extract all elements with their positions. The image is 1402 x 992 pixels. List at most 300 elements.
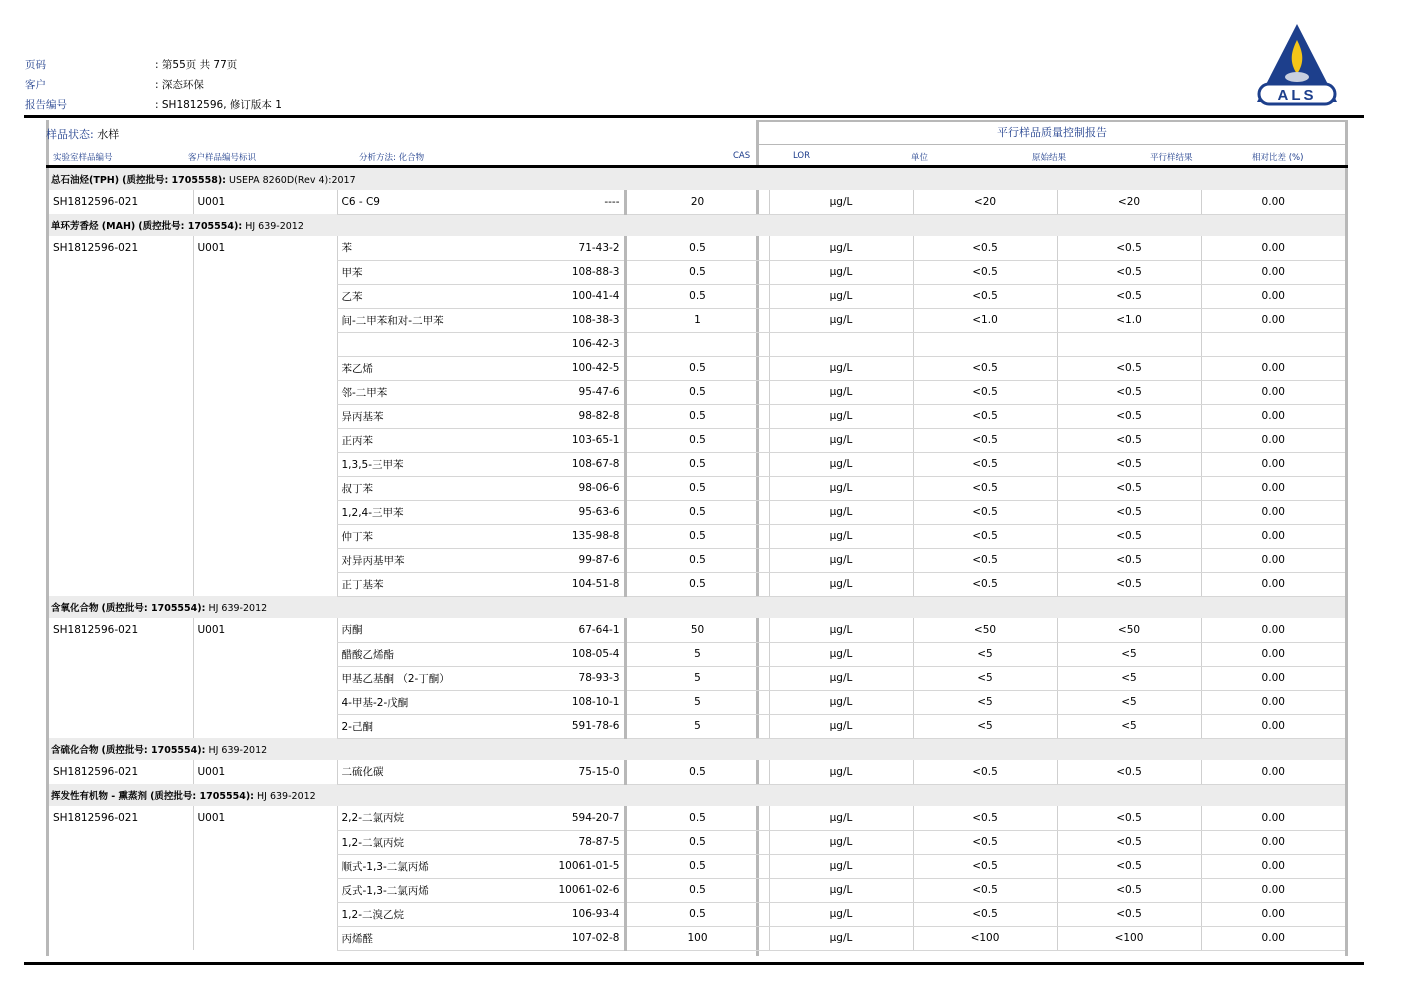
cas-number: 67-64-1 [481,618,625,642]
duplicate-result: <5 [1057,690,1201,714]
original-result: <0.5 [913,902,1057,926]
col-duplicate: 平行样结果 [1150,153,1193,163]
lor-value: 0.5 [625,260,769,284]
rpd-value: 0.00 [1201,806,1345,830]
compound-name: 丙烯醛 [337,926,481,950]
rpd-value: 0.00 [1201,428,1345,452]
col-client-id: 客户样品编号标识 [188,153,257,163]
cas-number: ---- [481,190,625,214]
cas-number: 78-93-3 [481,666,625,690]
lab-sample-id: SH1812596-021 [53,812,139,824]
table-row [49,500,1345,524]
duplicate-result: <0.5 [1057,524,1201,548]
client-sample-id [193,878,337,902]
cas-number: 100-41-4 [481,284,625,308]
group-header-row [49,784,1345,806]
client-sample-id [193,308,337,332]
lab-sample-id [49,572,193,596]
rpd-value [1201,332,1345,356]
original-result: <0.5 [913,404,1057,428]
cas-number: 591-78-6 [481,714,625,738]
client-sample-id [193,332,337,356]
original-result: <0.5 [913,878,1057,902]
cas-number: 106-42-3 [481,332,625,356]
lab-sample-id [49,642,193,666]
lab-sample-id [49,380,193,404]
duplicate-result: <0.5 [1057,572,1201,596]
lab-sample-id [49,284,193,308]
client-sample-id: U001 [193,806,337,830]
original-result: <0.5 [913,284,1057,308]
sample-state-value: 水样 [97,128,120,141]
unit-value: µg/L [769,666,913,690]
lab-sample-id [49,690,193,714]
table-row [49,642,1345,666]
original-result: <0.5 [913,356,1057,380]
header-rule [24,115,1364,118]
cas-number: 108-38-3 [481,308,625,332]
duplicate-result: <0.5 [1057,806,1201,830]
rpd-value: 0.00 [1201,666,1345,690]
cas-number: 107-02-8 [481,926,625,950]
sample-state-label: 样品状态: [46,128,94,141]
client-value: : 深态环保 [155,79,204,91]
unit-value: µg/L [769,806,913,830]
group-name: 含氧化合物 [51,603,99,615]
duplicate-result: <0.5 [1057,236,1201,260]
duplicate-result: <50 [1057,618,1201,642]
table-row [49,404,1345,428]
rpd-value: 0.00 [1201,714,1345,738]
footer-rule [24,962,1364,965]
unit-value: µg/L [769,926,913,950]
client-sample-id [193,666,337,690]
lor-value: 0.5 [625,428,769,452]
lor-value: 0.5 [625,380,769,404]
rpd-value: 0.00 [1201,308,1345,332]
group-name: 总石油烃(TPH) [51,175,120,186]
compound-name: 乙苯 [337,284,481,308]
table-row [49,524,1345,548]
cas-number: 135-98-8 [481,524,625,548]
compound-name: 苯 [337,236,481,260]
group-method: HJ 639-2012 [257,791,316,803]
unit-value: µg/L [769,380,913,404]
lor-value: 0.5 [625,356,769,380]
group-batch: (质控批号: 1705558): [122,175,226,186]
group-header-row [49,214,1345,236]
column-header-row [46,145,1348,165]
duplicate-result: <0.5 [1057,284,1201,308]
unit-value: µg/L [769,618,913,642]
compound-name: 邻-二甲苯 [337,380,481,404]
unit-value: µg/L [769,190,913,214]
original-result: <0.5 [913,854,1057,878]
page-number-value: : 第55页 共 77页 [155,59,238,71]
group-method: HJ 639-2012 [208,603,268,615]
client-sample-id [193,714,337,738]
unit-value: µg/L [769,854,913,878]
lor-value: 0.5 [625,902,769,926]
original-result: <0.5 [913,428,1057,452]
original-result: <5 [913,714,1057,738]
compound-name: 异丙基苯 [337,404,481,428]
lor-value: 0.5 [625,806,769,830]
duplicate-result: <100 [1057,926,1201,950]
unit-value: µg/L [769,524,913,548]
lor-value: 0.5 [625,760,769,784]
original-result: <0.5 [913,830,1057,854]
unit-value: µg/L [769,476,913,500]
compound-name: 4-甲基-2-戊酮 [337,690,481,714]
cas-number: 10061-01-5 [481,854,625,878]
rpd-value: 0.00 [1201,190,1345,214]
cas-number: 106-93-4 [481,902,625,926]
table-row [49,476,1345,500]
lor-value: 5 [625,642,769,666]
group-batch: (质控批号: 1705554): [101,745,206,757]
unit-value: µg/L [769,500,913,524]
cas-number: 99-87-6 [481,548,625,572]
cas-number: 594-20-7 [481,806,625,830]
unit-value: µg/L [769,452,913,476]
lor-value: 1 [625,308,769,332]
unit-value: µg/L [769,642,913,666]
cas-number: 100-42-5 [481,356,625,380]
client-sample-id [193,380,337,404]
table-row [49,926,1345,950]
report-title: 平行样品质量控制报告 [997,126,1107,139]
compound-name: 叔丁苯 [337,476,481,500]
original-result: <50 [913,618,1057,642]
cas-number: 98-82-8 [481,404,625,428]
table-row [49,690,1345,714]
original-result: <0.5 [913,476,1057,500]
lor-value: 50 [625,618,769,642]
group-batch: (质控批号: 1705554): [138,221,243,233]
original-result: <20 [913,190,1057,214]
duplicate-result: <0.5 [1057,452,1201,476]
table-row [49,902,1345,926]
duplicate-result: <0.5 [1057,854,1201,878]
client-sample-id [193,690,337,714]
original-result: <0.5 [913,548,1057,572]
compound-name: 1,2,4-三甲苯 [337,500,481,524]
duplicate-result: <5 [1057,642,1201,666]
qc-duplicate-table [49,168,1345,951]
lab-sample-id [49,666,193,690]
client-sample-id [193,572,337,596]
lor-value: 100 [625,926,769,950]
table-row [49,190,1345,214]
compound-name: 甲苯 [337,260,481,284]
client-sample-id: U001 [193,236,337,260]
table-row [49,760,1345,784]
compound-name: 二硫化碳 [337,760,481,784]
als-logo [1253,22,1341,110]
compound-name: 1,2-二氯丙烷 [337,830,481,854]
lab-sample-id [49,500,193,524]
lor-value: 0.5 [625,878,769,902]
sample-state [46,126,119,142]
rpd-value: 0.00 [1201,548,1345,572]
cas-number: 95-63-6 [481,500,625,524]
original-result: <0.5 [913,452,1057,476]
cas-number: 104-51-8 [481,572,625,596]
client-sample-id [193,404,337,428]
cas-number: 103-65-1 [481,428,625,452]
unit-value: µg/L [769,572,913,596]
cas-number: 75-15-0 [481,760,625,784]
lor-value: 0.5 [625,548,769,572]
table-row [49,572,1345,596]
lab-sample-id [49,476,193,500]
duplicate-result: <0.5 [1057,380,1201,404]
original-result: <5 [913,690,1057,714]
col-lab-id: 实验室样品编号 [53,153,113,163]
group-method: USEPA 8260D(Rev 4):2017 [229,175,356,186]
cas-number: 71-43-2 [481,236,625,260]
duplicate-result: <20 [1057,190,1201,214]
original-result [913,332,1057,356]
lor-value: 0.5 [625,452,769,476]
client-sample-id [193,476,337,500]
compound-name: 仲丁苯 [337,524,481,548]
original-result: <0.5 [913,236,1057,260]
table-row [49,236,1345,260]
client-sample-id [193,428,337,452]
duplicate-result: <0.5 [1057,500,1201,524]
rpd-value: 0.00 [1201,452,1345,476]
table-row [49,618,1345,642]
lor-value: 20 [625,190,769,214]
duplicate-result: <0.5 [1057,260,1201,284]
compound-name: 甲基乙基酮 （2-丁酮） [337,666,481,690]
compound-name: 苯乙烯 [337,356,481,380]
rpd-value: 0.00 [1201,404,1345,428]
duplicate-result: <5 [1057,714,1201,738]
rpd-value: 0.00 [1201,476,1345,500]
unit-value: µg/L [769,690,913,714]
lab-sample-id [49,332,193,356]
table-row [49,452,1345,476]
rpd-value: 0.00 [1201,642,1345,666]
unit-value: µg/L [769,404,913,428]
unit-value: µg/L [769,830,913,854]
client-sample-id: U001 [193,618,337,642]
group-name: 单环芳香烃 (MAH) [51,221,136,233]
lor-value [625,332,769,356]
original-result: <1.0 [913,308,1057,332]
rpd-value: 0.00 [1201,380,1345,404]
duplicate-result: <0.5 [1057,428,1201,452]
rpd-value: 0.00 [1201,572,1345,596]
lab-sample-id [49,356,193,380]
group-batch: (质控批号: 1705554): [101,603,206,615]
original-result: <0.5 [913,500,1057,524]
rpd-value: 0.00 [1201,524,1345,548]
logo-text: ALS [1277,87,1317,104]
table-row [49,308,1345,332]
unit-value: µg/L [769,284,913,308]
cas-number: 108-10-1 [481,690,625,714]
unit-value: µg/L [769,548,913,572]
compound-name: 间-二甲苯和对-二甲苯 [337,308,481,332]
unit-value: µg/L [769,308,913,332]
lab-sample-id [49,854,193,878]
group-header-row [49,738,1345,760]
original-result: <0.5 [913,380,1057,404]
lab-sample-id [49,878,193,902]
col-lor: LOR [793,151,811,161]
lab-sample-id [49,428,193,452]
duplicate-result: <0.5 [1057,760,1201,784]
lab-sample-id [49,926,193,950]
rpd-value: 0.00 [1201,500,1345,524]
unit-value: µg/L [769,260,913,284]
report-number-label: 报告编号 [25,99,67,111]
col-method: 分析方法: 化合物 [359,153,425,163]
lab-sample-id [49,714,193,738]
lor-value: 0.5 [625,284,769,308]
compound-name: 2,2-二氯丙烷 [337,806,481,830]
lor-value: 0.5 [625,236,769,260]
unit-value: µg/L [769,714,913,738]
compound-name: 正丁基苯 [337,572,481,596]
cas-number: 10061-02-6 [481,878,625,902]
lab-sample-id: SH1812596-021 [53,196,139,208]
client-sample-id [193,356,337,380]
group-method: HJ 639-2012 [245,221,304,233]
compound-name: 丙酮 [337,618,481,642]
duplicate-result: <0.5 [1057,830,1201,854]
lab-sample-id [49,260,193,284]
col-unit: 单位 [911,153,929,163]
lab-sample-id [49,308,193,332]
group-name: 含硫化合物 [51,745,99,757]
client-sample-id [193,854,337,878]
client-sample-id [193,524,337,548]
duplicate-result: <0.5 [1057,356,1201,380]
lor-value: 0.5 [625,500,769,524]
lor-value: 0.5 [625,476,769,500]
lab-sample-id: SH1812596-021 [53,242,139,254]
rpd-value: 0.00 [1201,690,1345,714]
unit-value [769,332,913,356]
compound-name: 顺式-1,3-二氯丙烯 [337,854,481,878]
unit-value: µg/L [769,356,913,380]
client-sample-id [193,284,337,308]
table-row [49,830,1345,854]
client-sample-id [193,642,337,666]
lab-sample-id: SH1812596-021 [53,766,139,778]
table-row [49,806,1345,830]
lab-sample-id [49,452,193,476]
client-sample-id: U001 [193,760,337,784]
original-result: <0.5 [913,572,1057,596]
duplicate-result: <0.5 [1057,902,1201,926]
lor-value: 5 [625,666,769,690]
original-result: <0.5 [913,760,1057,784]
client-sample-id [193,548,337,572]
table-row [49,284,1345,308]
report-number-value: : SH1812596, 修订版本 1 [155,99,282,111]
duplicate-result [1057,332,1201,356]
rpd-value: 0.00 [1201,618,1345,642]
group-name: 挥发性有机物 - 熏蒸剂 [51,791,148,803]
table-row [49,332,1345,356]
duplicate-result: <0.5 [1057,404,1201,428]
lor-value: 0.5 [625,572,769,596]
compound-name [337,332,481,356]
compound-name: 1,2-二溴乙烷 [337,902,481,926]
duplicate-result: <0.5 [1057,476,1201,500]
compound-name: 对异丙基甲苯 [337,548,481,572]
rpd-value: 0.00 [1201,830,1345,854]
original-result: <0.5 [913,524,1057,548]
lab-sample-id [49,404,193,428]
rpd-value: 0.00 [1201,284,1345,308]
cas-number: 78-87-5 [481,830,625,854]
lab-sample-id [49,548,193,572]
lab-sample-id [49,830,193,854]
client-sample-id [193,902,337,926]
client-sample-id [193,260,337,284]
rpd-value: 0.00 [1201,854,1345,878]
lab-sample-id: SH1812596-021 [53,624,139,636]
compound-name: C6 - C9 [337,190,481,214]
original-result: <5 [913,666,1057,690]
rpd-value: 0.00 [1201,926,1345,950]
original-result: <0.5 [913,806,1057,830]
col-original: 原始结果 [1032,153,1067,163]
lor-value: 0.5 [625,404,769,428]
table-row [49,428,1345,452]
duplicate-result: <0.5 [1057,878,1201,902]
cas-number: 98-06-6 [481,476,625,500]
table-row [49,356,1345,380]
lor-value: 5 [625,714,769,738]
cas-number: 95-47-6 [481,380,625,404]
client-sample-id: U001 [193,190,337,214]
cas-number: 108-88-3 [481,260,625,284]
unit-value: µg/L [769,428,913,452]
page-number-label: 页码 [25,59,46,71]
lor-value: 0.5 [625,854,769,878]
client-sample-id [193,830,337,854]
rpd-value: 0.00 [1201,902,1345,926]
unit-value: µg/L [769,902,913,926]
cas-number: 108-67-8 [481,452,625,476]
rpd-value: 0.00 [1201,236,1345,260]
compound-name: 反式-1,3-二氯丙烯 [337,878,481,902]
unit-value: µg/L [769,878,913,902]
client-label: 客户 [25,79,46,91]
compound-name: 2-己酮 [337,714,481,738]
col-cas: CAS [733,151,751,161]
unit-value: µg/L [769,760,913,784]
table-row [49,714,1345,738]
compound-name: 醋酸乙烯酯 [337,642,481,666]
rpd-value: 0.00 [1201,760,1345,784]
client-sample-id [193,452,337,476]
duplicate-result: <0.5 [1057,548,1201,572]
group-header-row [49,596,1345,618]
original-result: <100 [913,926,1057,950]
group-method: HJ 639-2012 [208,745,268,757]
client-sample-id [193,500,337,524]
rpd-value: 0.00 [1201,878,1345,902]
